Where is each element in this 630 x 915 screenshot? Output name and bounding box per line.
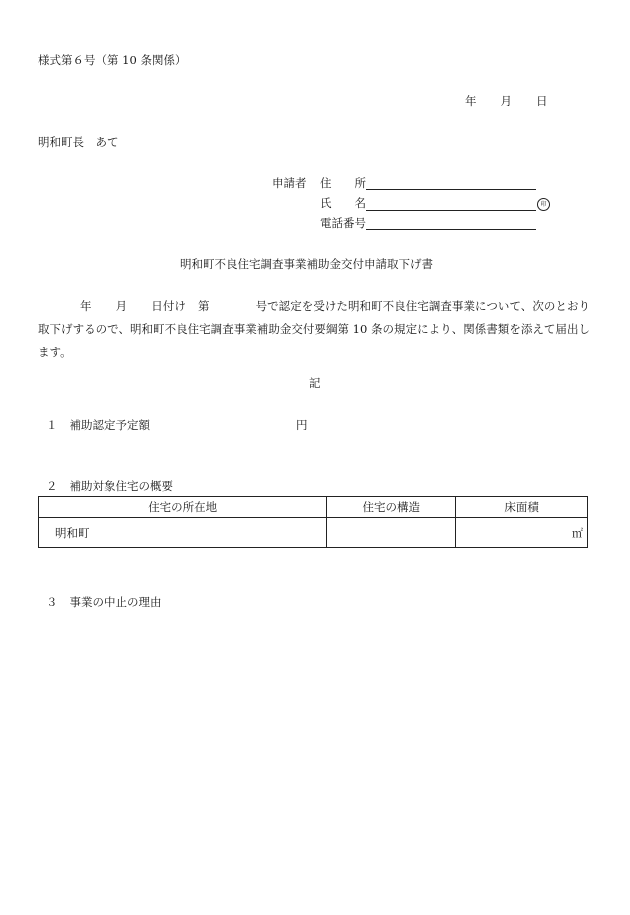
phone-field[interactable] bbox=[366, 217, 536, 230]
address-field[interactable] bbox=[366, 177, 536, 190]
housing-overview-table bbox=[38, 496, 588, 548]
addressee: 明和町長 あて bbox=[38, 135, 119, 149]
address-label: 住 所 bbox=[320, 176, 366, 190]
item-3 bbox=[46, 595, 162, 609]
document-title: 明和町不良住宅調査事業補助金交付申請取下げ書 bbox=[180, 257, 433, 271]
area-unit: ㎡ bbox=[572, 526, 583, 540]
item-1-unit: 円 bbox=[296, 418, 308, 432]
form-number: 様式第６号（第 10 条関係） bbox=[38, 53, 187, 67]
body-date-label: 日付け bbox=[151, 299, 186, 313]
item-2-label: 補助対象住宅の概要 bbox=[69, 479, 173, 493]
name-label: 氏 名 bbox=[320, 196, 366, 210]
phone-label: 電話番号 bbox=[320, 216, 366, 230]
item-2 bbox=[46, 479, 173, 493]
structure-cell[interactable] bbox=[327, 518, 456, 548]
date-line bbox=[465, 94, 548, 108]
body-month-label: 月 bbox=[115, 299, 128, 313]
location-cell[interactable]: 明和町 bbox=[39, 518, 327, 548]
item-2-number: ２ bbox=[46, 479, 58, 493]
item-1-label: 補助認定予定額 bbox=[69, 418, 150, 432]
reason-area[interactable] bbox=[38, 620, 590, 870]
applicant-address-row bbox=[320, 176, 536, 190]
header-location: 住宅の所在地 bbox=[39, 497, 327, 518]
date-year-label: 年 bbox=[465, 94, 477, 108]
table-header-row bbox=[39, 497, 588, 518]
body-text: 号で認定を受けた明和町不良住宅調査事業について、次のとおり取下げするので、明和町不良住宅調査事業補助金交付要綱第 10 条の規定により、関係書類を添えて届出します。 bbox=[38, 299, 591, 359]
item-1-number: １ bbox=[46, 418, 58, 432]
item-3-label: 事業の中止の理由 bbox=[69, 595, 162, 609]
date-day-label: 日 bbox=[536, 94, 548, 108]
body-dai-label: 第 bbox=[197, 299, 210, 313]
table-row bbox=[39, 518, 588, 548]
name-field[interactable] bbox=[366, 198, 536, 211]
applicant-phone-row bbox=[320, 216, 536, 230]
date-month-label: 月 bbox=[500, 94, 512, 108]
header-structure: 住宅の構造 bbox=[327, 497, 456, 518]
applicant-name-row bbox=[320, 196, 550, 211]
ki-heading: 記 bbox=[309, 376, 321, 390]
seal-mark: 印 bbox=[537, 198, 550, 211]
item-1 bbox=[46, 418, 308, 432]
header-floor-area: 床面積 bbox=[456, 497, 588, 518]
floor-area-cell[interactable] bbox=[456, 518, 588, 548]
item-3-number: ３ bbox=[46, 595, 58, 609]
applicant-label: 申請者 bbox=[272, 176, 307, 190]
body-year-label: 年 bbox=[80, 299, 92, 313]
body-paragraph bbox=[38, 295, 590, 364]
